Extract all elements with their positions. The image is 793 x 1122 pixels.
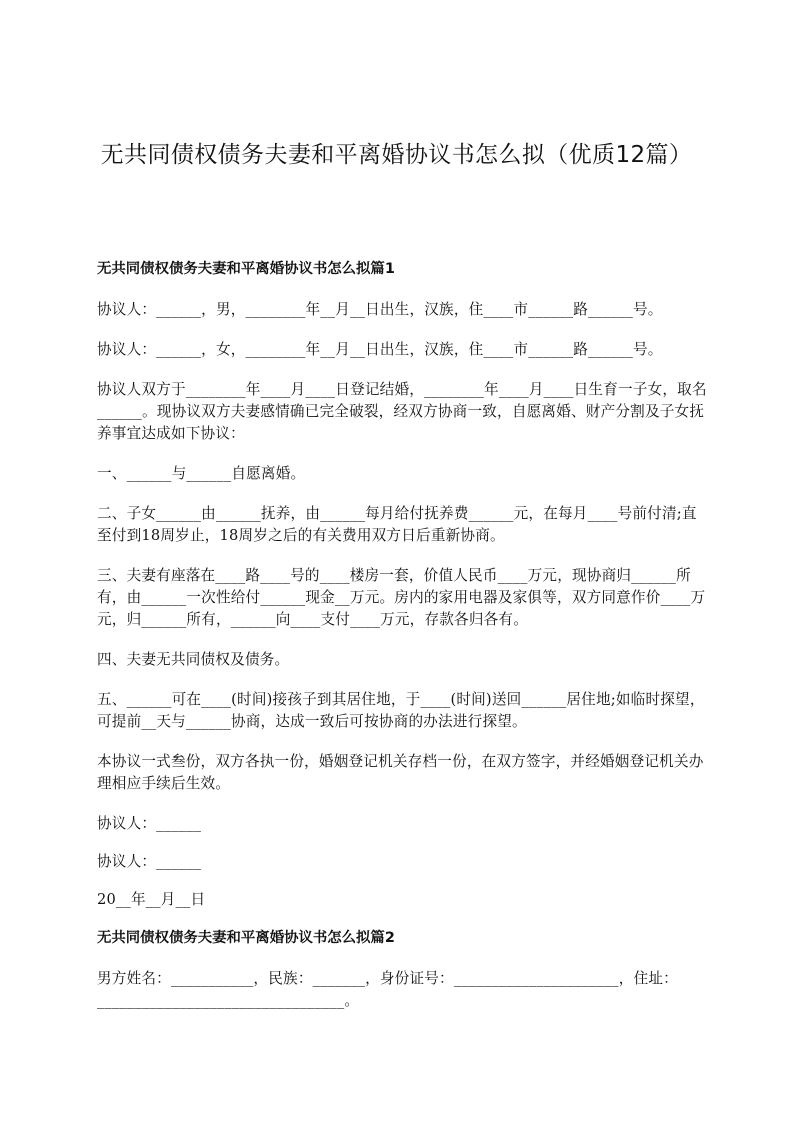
clause-4: 四、夫妻无共同债权及债务。 (97, 651, 290, 668)
party-male-line: 协议人：______，男，________年__月__日出生，汉族，住____市______路______号。 (97, 301, 663, 318)
clause-1: 一、______与______自愿离婚。 (97, 465, 306, 482)
closing-paragraph: 本协议一式叁份，双方各执一份，婚姻登记机关存档一份，在双方签字，并经婚姻登记机关办理相应手续后生效。 (97, 753, 704, 792)
section-heading-1: 无共同债权债务夫妻和平离婚协议书怎么拟篇1 (97, 261, 395, 277)
party-female-line: 协议人：______，女，________年__月__日出生，汉族，住____市______路______号。 (97, 341, 663, 358)
signature-line-2: 协议人：______ (97, 853, 202, 870)
clause-2: 二、子女______由______抚养，由______每月给付抚养费______元，在每月____号前付清;直至付到18周岁止，18周岁之后的有关费用双方日后重新协商。 (97, 505, 697, 544)
clause-5: 五、______可在____(时间)接孩子到其居住地，于____(时间)送回______居住地;如临时探望，可提前__天与______协商，达成一致后可按协商的办法进行探望。 (97, 691, 705, 730)
clause-3: 三、夫妻有座落在____路____号的____楼房一套，价值人民币____万元，现协商归______所有，由______一次性给付______现金__万元。房内的家用电器及家俱等，双方同意作价____万元，归______所有，______向____支付____万元，存款各归各有。 (97, 567, 706, 628)
date-line: 20__年__月__日 (97, 891, 206, 908)
male-info-line: 男方姓名：___________，民族：_______，身份证号：______________________，住址：_________________________________。 (97, 970, 678, 1009)
signature-line-1: 协议人：______ (97, 815, 202, 832)
section-heading-2: 无共同债权债务夫妻和平离婚协议书怎么拟篇2 (97, 930, 395, 946)
document-title: 无共同债权债务夫妻和平离婚协议书怎么拟（优质12篇） (100, 142, 693, 168)
intro-paragraph: 协议人双方于________年____月____日登记结婚，________年____月____日生育一子女，取名______。现协议双方夫妻感情确已完全破裂，经双方协商一致，自愿离婚、财产分割及子女抚养事宜达成如下协议： (97, 381, 707, 442)
document-body (97, 258, 709, 1030)
